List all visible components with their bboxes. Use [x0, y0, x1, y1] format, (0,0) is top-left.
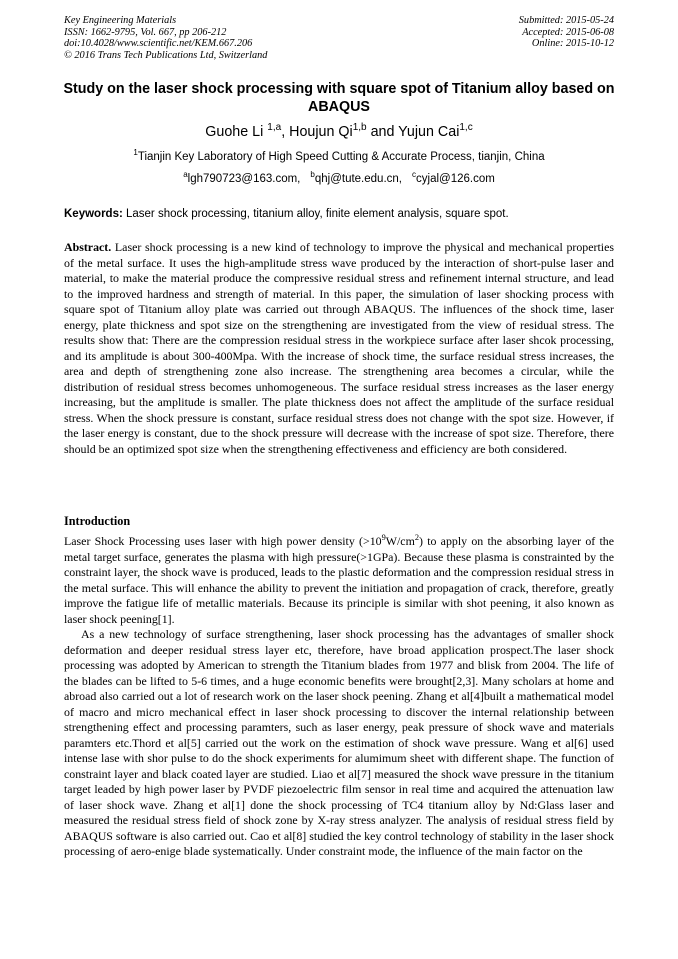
submitted-date: Submitted: 2015-05-24 [518, 15, 614, 26]
introduction-paragraph-2: As a new technology of surface strengthening, laser shock processing has the advantages of smaller shock deformation and deeper residual stress layer etc, therefore, have broad application prospect.The laser shock processing was adopted by American to strength the Titanium blades from 1977 and blisk from 2004. The life of the blades can be lifted to 5-6 times, and a huge economic benefits were brought[2,3]. Many scholars at home and abroad also carried out a lot of research work on the laser shock peening. Zhang et al[4]built a mathematical model of macro and micro mechanical effect in laser shock processing to discover the internal relationship between strengthening effect and processing paramters, such as laser energy, peak pressure of shock wave and materials paramters etc.Thord et al[5] carried out the work on the estimation of shock wave pressure. Wang et al[6] used intense lase with shor pulse to do the shock experiments for alumimum sheet with different shape. The function of constraint layer and black coated layer are studied. Liao et al[7] measured the shock wave pressure in the titanium target leaded by high power laser by PVDF piezoelectric film sensor in real time and acquired the attenuation law of laser shock wave. Zhang et al[1] done the shock processing of TC4 titanium alloy by Nd:Glass laser and measured the residual stress field of shock zone by X-ray stress analyzer. The analysis of residual stress field by ABAQUS software is also carried out. Cao et al[8] studied the key control technology of stability in the laser shock processing of aero-enige blade systematically. Under constraint mode, the influence of the main factor on the [64, 627, 614, 858]
affiliation-text: Tianjin Key Laboratory of High Speed Cutting & Accurate Process, tianjin, China [137, 151, 545, 163]
journal-header-left [64, 15, 267, 61]
author-affiliation-mark: 1,a [267, 122, 282, 134]
keywords-text: Laser shock processing, titanium alloy, finite element analysis, square spot. [122, 208, 509, 220]
abstract [64, 240, 614, 457]
affiliation-mark: 1 [133, 148, 138, 158]
abstract-label: Abstract. [64, 240, 112, 254]
journal-issn: ISSN: 1662-9795, Vol. 667, pp 206-212 [64, 26, 227, 38]
email-address: qhj@tute.edu.cn, [314, 173, 402, 185]
exponent: 2 [414, 533, 419, 543]
email-address: lgh790723@163.com, [187, 173, 301, 185]
author-affiliation-mark: 1,c [459, 122, 473, 134]
author-separator: , [281, 124, 290, 140]
author-and: and [366, 124, 399, 140]
author-emails [64, 172, 614, 186]
author-list [64, 123, 614, 141]
keywords [64, 207, 614, 221]
paragraph-text: Laser Shock Processing uses laser with high power density (>10 [64, 534, 382, 548]
paper-title: Study on the laser shock processing with square spot of Titanium alloy based on ABAQUS [63, 81, 615, 115]
email-mark: b [310, 170, 315, 180]
author-name: Guohe Li [205, 124, 264, 140]
online-date: Online: 2015-10-12 [531, 38, 614, 49]
keywords-label: Keywords: [64, 208, 123, 220]
introduction-paragraph-1 [64, 534, 614, 627]
paragraph-text: W/cm [385, 534, 415, 548]
email-mark: c [411, 170, 417, 180]
author-affiliation-mark: 1,b [352, 122, 367, 134]
accepted-date: Accepted: 2015-06-08 [522, 26, 614, 38]
introduction-heading: Introduction [64, 514, 131, 528]
exponent: 9 [381, 533, 386, 543]
paragraph-text: ) to apply on the absorbing layer of the metal target surface, generates the plasma with high pressure(>1GPa). Because these plasma is constrainted by the constraint layer, the shock wave is produced, leads to the plastic deformation and the compression residual stress in the metal surface. This will enhance the ability to prevent the initiation and propagation of crack, therefore, greatly improve the fatigue life of metallic materials. Because its principle is similar with shot peening, it also known as laser shock peening[1]. [64, 534, 615, 626]
affiliation [64, 150, 614, 164]
journal-copyright: © 2016 Trans Tech Publications Ltd, Switzerland [64, 49, 268, 61]
email-address: cyjal@126.com [416, 173, 495, 185]
email-mark: a [183, 170, 188, 180]
journal-doi: doi:10.4028/www.scientific.net/KEM.667.206 [64, 38, 253, 49]
abstract-text: Laser shock processing is a new kind of technology to improve the physical and mechanical properties of the metal surface. It uses the high-amplitude stress wave produced by the interaction of short-pulse laser and material, to make the material produce the compressive residual stress and refinement internal structure, and lead to the improved hardness and strength of material. In this paper, the simulation of laser shocking process with square spot of Titanium alloy plate was carried out through ABAQUS. The influences of the shock time, laser energy, plate thickness and spot size on the strengthening are investigated from the view of residual stress. The results show that: There are the compression residual stress in the workpiece surface after laser shcok processing, and its amplitude is about 300-400Mpa. With the increase of shock time, the surface residual stress increases, the area and depth of strengthening zone also increase. The strengthening area becomes a circular, while the distribution of residual stress becomes unhomogeneous. The surface residual stress increases as the laser energy increasing, but the amplitude is smaller. The plate thickness does not affect the amplitude of the surface residual stress. When the shock pressure is constant, surface residual stress does not change with the spot size. However, if the laser energy is constant, due to the shock pressure will decrease with the increase of spot size. Therefore, there should be an optimized spot size when the strengthening effectiveness and efficiency are both considered. [64, 240, 614, 456]
journal-header-right [519, 15, 614, 50]
author-name: Yujun Cai [398, 124, 460, 140]
author-name: Houjun Qi [289, 124, 353, 140]
journal-name: Key Engineering Materials [64, 15, 177, 26]
